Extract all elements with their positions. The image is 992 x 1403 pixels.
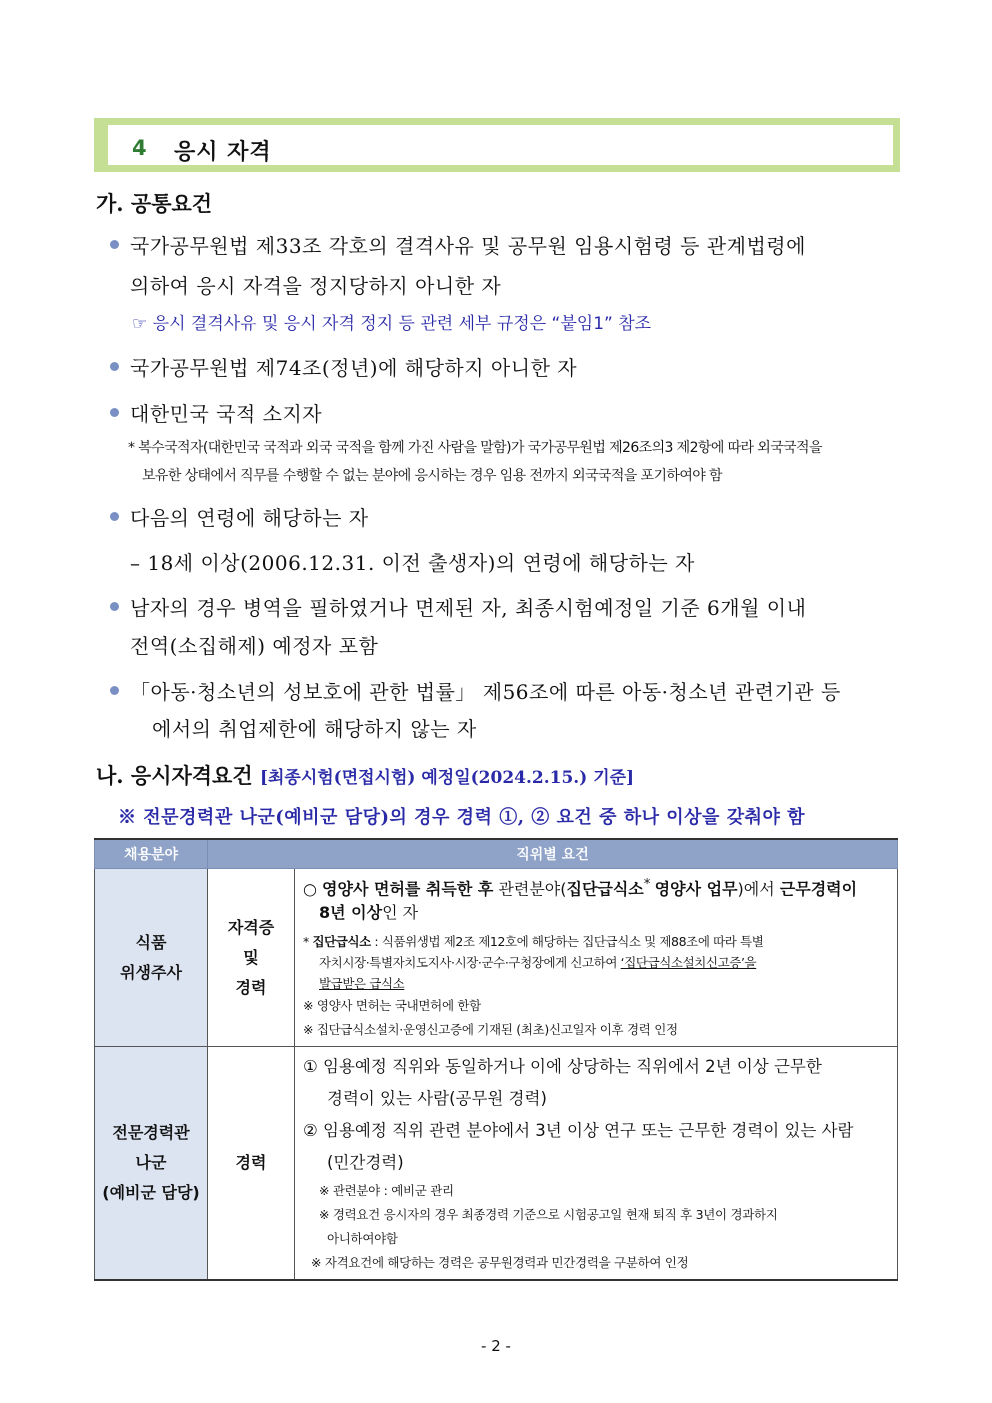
- row2-item2-line1: ② 임용예정 직위 관련 분야에서 3년 이상 연구 또는 근무한 경력이 있는 사람: [303, 1121, 854, 1141]
- req4: 다음의 연령에 해당하는 자: [130, 506, 369, 530]
- req3-note-line2: 보유한 상태에서 직무를 수행할 수 없는 분야에 응시하는 경우 임용 전까지 외국국적을 포기하여야 함: [142, 468, 722, 484]
- heading-qualification-title: 나. 응시자격요건: [96, 763, 253, 788]
- heading-qualification-note: [최종시험(면접시험) 예정일(2024.2.15.) 기준]: [259, 768, 635, 788]
- row1-type-line2: 및: [243, 947, 259, 967]
- row1-footnote-underline2: 발급받은 급식소: [319, 976, 405, 992]
- row1-footnote-underline1: ‘집단급식소설치신고증’을: [620, 955, 757, 971]
- requirements-table: [94, 838, 898, 1281]
- bullet-icon: [110, 512, 119, 521]
- bullet-icon: [110, 602, 119, 611]
- row1-main-text1: 관련분야(: [493, 879, 567, 899]
- req6-line2: 에서의 취업제한에 해당하지 않는 자: [152, 717, 477, 741]
- row2-field-line3: (예비군 담당): [102, 1183, 200, 1203]
- row1-footnote: [303, 931, 891, 994]
- row2-note2-line2: 아니하여야함: [327, 1231, 398, 1247]
- bullet-icon: [110, 686, 119, 695]
- row1-field: [95, 869, 208, 1047]
- heading-qualification-requirements: [96, 760, 634, 790]
- bullet-icon: [110, 362, 119, 371]
- req3-note-line1: * 복수국적자(대한민국 국적과 외국 국적을 함께 가진 사람을 말함)가 국가공무원법 제26조의3 제2항에 따라 외국국적을: [128, 440, 822, 456]
- row1-note1: ※ 영양사 면허는 국내면허에 한함: [303, 998, 481, 1014]
- row1-field-line2: 위생주사: [120, 962, 182, 982]
- row1-footnote-text2: 자치시장·특별자치도지사·시장·군수·구청장에게 신고하여: [319, 955, 621, 971]
- row1-type: [208, 869, 295, 1047]
- req6-line1: 「아동·청소년의 성보호에 관한 법률」 제56조에 따른 아동·청소년 관련기관 등: [130, 680, 841, 704]
- req1-reference: ☞ 응시 결격사유 및 응시 자격 정지 등 관련 세부 규정은 “붙임1” 참조: [132, 314, 652, 334]
- heading-common-requirements: 가. 공통요건: [96, 191, 213, 216]
- row1-field-line1: 식품: [135, 932, 167, 952]
- row2-type: 경력: [208, 1047, 295, 1281]
- row1-main-bold1: 영양사 면허를 취득한 후: [322, 879, 494, 899]
- row1-note2: ※ 집단급식소설치·운영신고증에 기재된 (최초)신고일자 이후 경력 인정: [303, 1022, 678, 1038]
- row2-item1-line1: ① 임용예정 직위와 동일하거나 이에 상당하는 직위에서 2년 이상 근무한: [303, 1057, 822, 1077]
- req2: 국가공무원법 제74조(정년)에 해당하지 아니한 자: [130, 356, 578, 380]
- header-requirements: 직위별 요건: [208, 839, 898, 869]
- row2-note1: ※ 관련분야 : 예비군 관리: [319, 1183, 454, 1199]
- row1-footnote-star: *: [303, 934, 313, 950]
- row2-detail: [295, 1047, 898, 1281]
- req5-line2: 전역(소집해제) 예정자 포함: [130, 634, 379, 658]
- row2-item1-line2: 경력이 있는 사람(공무원 경력): [327, 1089, 547, 1109]
- row1-footnote-bold: 집단급식소: [312, 934, 371, 950]
- row1-footnote-text1: : 식품위생법 제2조 제12호에 해당하는 집단급식소 및 제88조에 따라 특별: [370, 934, 764, 950]
- row1-main-bold5: 8년 이상: [319, 903, 383, 923]
- req5-line1: 남자의 경우 병역을 필하였거나 면제된 자, 최종시험예정일 기준 6개월 이내: [130, 596, 807, 620]
- req4-detail: – 18세 이상(2006.12.31. 이전 출생자)의 연령에 해당하는 자: [130, 551, 695, 575]
- req3: 대한민국 국적 소지자: [130, 402, 323, 426]
- table-header-row: [95, 839, 898, 869]
- circle-marker: ○: [303, 879, 323, 899]
- bullet-icon: [110, 240, 119, 249]
- section-header-inner: [108, 125, 893, 165]
- req1-line2: 의하여 응시 자격을 정지당하지 아니한 자: [130, 274, 502, 298]
- row1-main-requirement: [303, 873, 891, 925]
- row1-type-line3: 경력: [235, 977, 267, 997]
- section-title: 응시 자격: [174, 140, 272, 165]
- page-number: - 2 -: [481, 1337, 511, 1355]
- header-field: 채용분야: [95, 839, 208, 869]
- row2-field-line1: 전문경력관: [112, 1123, 190, 1143]
- row1-detail: [295, 869, 898, 1047]
- row1-main-asterisk: *: [643, 877, 655, 892]
- row2-field: [95, 1047, 208, 1281]
- row2-item2-line2: (민간경력): [327, 1153, 404, 1173]
- req1-line1: 국가공무원법 제33조 각호의 결격사유 및 공무원 임용시험령 등 관계법령에: [130, 234, 806, 258]
- row1-main-text3: )에서: [737, 879, 780, 899]
- section-number: 4: [132, 136, 147, 160]
- row1-main-bold4: 근무경력이: [779, 879, 858, 899]
- bullet-icon: [110, 408, 119, 417]
- table-row: [95, 869, 898, 1047]
- row2-note3: ※ 자격요건에 해당하는 경력은 공무원경력과 민간경력을 구분하여 인정: [311, 1255, 689, 1271]
- row2-field-line2: 나군: [135, 1153, 167, 1173]
- career-notice: ※ 전문경력관 나군(예비군 담당)의 경우 경력 ①, ② 요건 중 하나 이상을 갖춰야 함: [118, 807, 806, 828]
- row1-main-bold2: 집단급식소: [566, 879, 644, 899]
- row1-main-bold3: 영양사 업무: [654, 879, 738, 899]
- table-row: [95, 1047, 898, 1281]
- row2-note2-line1: ※ 경력요건 응시자의 경우 최종경력 기준으로 시험공고일 현재 퇴직 후 3년이 경과하지: [319, 1207, 778, 1223]
- row1-main-text4: 인 자: [382, 903, 419, 923]
- section-header: [94, 118, 900, 172]
- row1-type-line1: 자격증: [227, 917, 275, 937]
